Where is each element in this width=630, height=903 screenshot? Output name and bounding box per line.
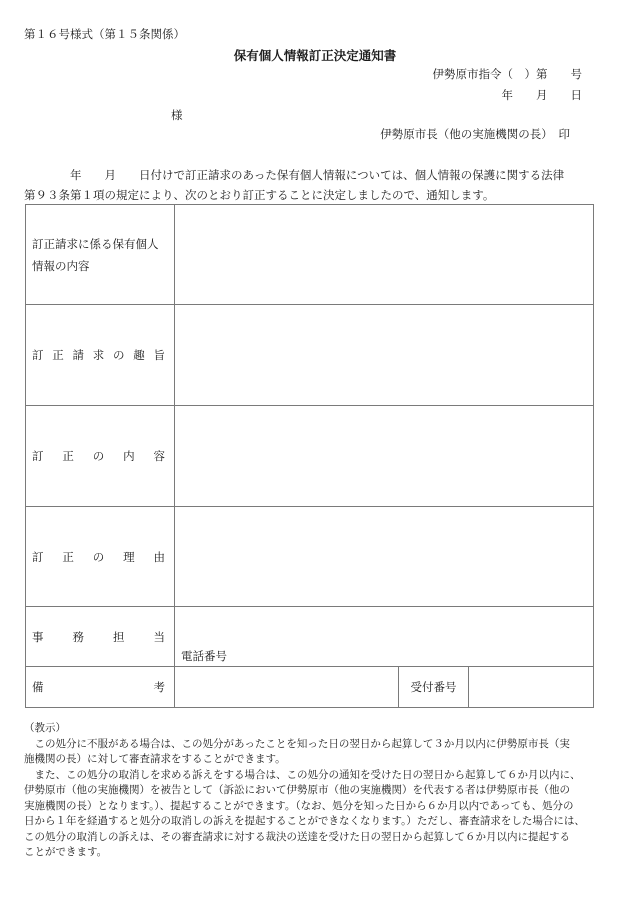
label-request-purpose	[26, 305, 175, 406]
label-char: 旨	[153, 348, 165, 362]
label-char: の	[92, 549, 105, 564]
label-correction-reason	[26, 507, 175, 607]
label-char: 容	[153, 449, 165, 463]
label-char: 備	[32, 680, 44, 694]
table-row	[26, 667, 594, 708]
label-char: 務	[72, 629, 84, 644]
issuer-signature: 伊勢原市長（他の実施機関の長） 印	[380, 127, 570, 141]
instructions-line: 日から１年を経過すると処分の取消しの訴えを提起することができなくなります。）ただし、審査請求をした場合には、	[24, 815, 585, 827]
value-correction-reason[interactable]	[175, 507, 594, 607]
value-request-purpose[interactable]	[175, 305, 594, 406]
table-row	[26, 607, 594, 667]
instructions-line: ことができます。	[24, 846, 108, 858]
label-char: の	[92, 449, 105, 463]
label-personal-info-content	[26, 205, 175, 305]
label-char: 内	[123, 449, 135, 463]
label-char: 担	[113, 629, 125, 644]
document-number: 伊勢原市指令（ ）第 号	[432, 67, 582, 81]
form-number: 第１６号様式（第１５条関係）	[24, 27, 185, 41]
addressee-honorific: 様	[171, 108, 183, 122]
notice-body-line: 第９３条第１項の規定により、次のとおり訂正することに決定しましたので、通知します。	[24, 188, 495, 202]
phone-number-label: 電話番号	[181, 649, 227, 663]
label-text: 訂正請求に係る保有個人	[32, 236, 159, 251]
label-char: 求	[92, 348, 105, 362]
table-row	[26, 507, 594, 607]
value-receipt-number[interactable]	[469, 667, 594, 708]
instructions-line: 実施機関の長）となります。）、提起することができます。（なお、処分を知った日から６か月以内であっても、処分の	[24, 799, 574, 812]
instructions-line: また、この処分の取消しを求める訴えをする場合は、この処分の通知を受けた日の翌日から起算して６か月以内に、	[24, 768, 581, 781]
label-char: 由	[153, 549, 165, 564]
correction-form-table	[25, 204, 594, 708]
instructions-line: 施機関の長）に対して審査請求をすることができます。	[24, 753, 286, 765]
instructions-heading: （教示）	[24, 722, 66, 734]
label-char: 事	[32, 629, 44, 644]
table-row	[26, 305, 594, 406]
value-correction-content[interactable]	[175, 406, 594, 507]
label-char: 訂	[32, 449, 44, 463]
value-personal-info-content[interactable]	[175, 205, 594, 305]
label-char: 正	[62, 449, 74, 463]
document-date: 年 月 日	[501, 88, 582, 102]
label-char: 趣	[133, 348, 145, 362]
instructions-line: この処分に不服がある場合は、この処分があったことを知った日の翌日から起算して３か月以内に伊勢原市長（実	[24, 737, 570, 750]
receipt-number-label: 受付番号	[399, 667, 469, 708]
value-remarks[interactable]	[175, 667, 399, 708]
table-row	[26, 406, 594, 507]
instructions-line: この処分の取消しの訴えは、その審査請求に対する裁決の送達を受けた日の翌日から起算して６か月以内に提起する	[24, 830, 570, 843]
label-char: 正	[52, 348, 64, 362]
table-row	[26, 205, 594, 305]
instructions-line: 伊勢原市（他の実施機関）を被告として（訴訟において伊勢原市（他の実施機関）を代表する者は伊勢原市長（他の	[24, 784, 570, 796]
label-remarks	[26, 667, 175, 708]
label-text: 情報の内容	[32, 258, 90, 273]
label-staff-in-charge	[26, 607, 175, 667]
notice-body-line: 年 月 日付けで訂正請求のあった保有個人情報については、個人情報の保護に関する法律	[24, 168, 565, 182]
label-char: 正	[62, 549, 74, 564]
label-char: 訂	[32, 348, 44, 362]
label-correction-content	[26, 406, 175, 507]
label-char: 請	[72, 348, 84, 362]
label-char: 理	[123, 549, 135, 564]
notice-body	[24, 165, 609, 205]
document-title: 保有個人情報訂正決定通知書	[233, 48, 397, 63]
label-char: 考	[153, 680, 165, 694]
label-char: 当	[153, 629, 165, 644]
label-char: 訂	[32, 549, 44, 564]
value-staff-in-charge[interactable]	[175, 607, 594, 667]
label-char: の	[113, 348, 125, 362]
appeal-instructions	[24, 721, 614, 861]
